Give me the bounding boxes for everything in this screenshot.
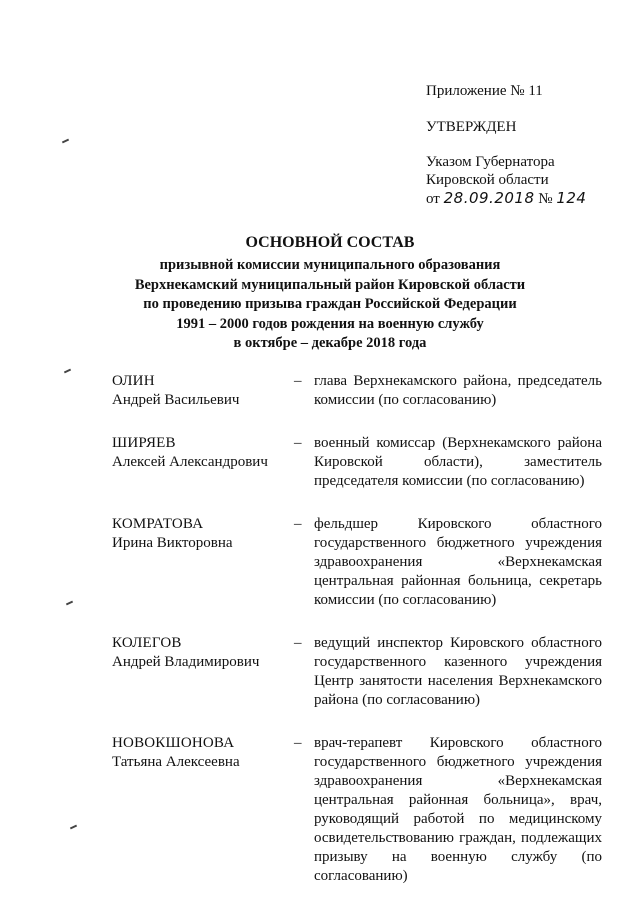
scan-mark bbox=[62, 139, 69, 144]
member-surname: КОЛЕГОВ bbox=[112, 635, 182, 651]
decree-date-line bbox=[426, 189, 626, 208]
date-prefix: от bbox=[426, 191, 440, 207]
member-surname: НОВОКШОНОВА bbox=[112, 735, 235, 751]
member-name bbox=[112, 634, 290, 710]
member-dash: – bbox=[294, 735, 302, 751]
member-role: глава Верхнекамского района, председатель комиссии (по согласованию) bbox=[314, 373, 602, 408]
member-given-names: Андрей Владимирович bbox=[112, 654, 260, 670]
member-name bbox=[112, 734, 290, 886]
members-list bbox=[112, 372, 602, 910]
member-entry bbox=[112, 515, 602, 610]
member-name bbox=[112, 515, 290, 610]
member-surname: ШИРЯЕВ bbox=[112, 435, 176, 451]
member-dash: – bbox=[294, 435, 302, 451]
approval-block bbox=[426, 82, 626, 208]
member-dash: – bbox=[294, 635, 302, 651]
member-entry bbox=[112, 434, 602, 491]
handwritten-date: 28.09.2018 bbox=[443, 189, 535, 207]
handwritten-number: 124 bbox=[556, 189, 587, 207]
member-surname: ОЛИН bbox=[112, 373, 155, 389]
scan-mark bbox=[70, 825, 77, 830]
member-given-names: Татьяна Алексеевна bbox=[112, 754, 240, 770]
title-line: Верхнекамский муниципальный район Кировской области bbox=[134, 276, 526, 293]
number-prefix: № bbox=[538, 191, 553, 207]
appendix-label: Приложение № 11 bbox=[426, 83, 543, 99]
title-line: призывной комиссии муниципального образования bbox=[159, 257, 501, 273]
member-given-names: Ирина Викторовна bbox=[112, 535, 233, 551]
approved-label: УТВЕРЖДЕН bbox=[426, 119, 517, 135]
member-role: фельдшер Кировского областного государственного бюджетного учреждения здравоохранения «Верхнекамская центральная районная больница, секретарь комиссии (по согласованию) bbox=[314, 516, 602, 608]
member-surname: КОМРАТОВА bbox=[112, 516, 204, 532]
member-name bbox=[112, 372, 290, 410]
title-line: 1991 – 2000 годов рождения на военную службу bbox=[176, 315, 484, 332]
document-title bbox=[130, 233, 530, 354]
member-given-names: Андрей Васильевич bbox=[112, 392, 240, 408]
member-given-names: Алексей Александрович bbox=[112, 454, 268, 470]
member-entry bbox=[112, 734, 602, 886]
scan-mark bbox=[64, 369, 71, 374]
approved-by-line2: Кировской области bbox=[426, 172, 549, 188]
member-role: ведущий инспектор Кировского областного государственного казенного учреждения Центр занятости населения Верхнекамского района (по согласованию) bbox=[314, 635, 602, 708]
member-name bbox=[112, 434, 290, 491]
title-line: по проведению призыва граждан Российской Федерации bbox=[143, 296, 517, 312]
member-role: военный комиссар (Верхнекамского района Кировской области), заместитель председателя комиссии (по согласованию) bbox=[314, 435, 602, 489]
scan-mark bbox=[66, 601, 73, 606]
member-entry bbox=[112, 372, 602, 410]
approved-by-line1: Указом Губернатора bbox=[426, 154, 555, 170]
title-line: в октябре – декабре 2018 года bbox=[233, 335, 427, 351]
member-entry bbox=[112, 634, 602, 710]
member-dash: – bbox=[294, 516, 302, 532]
member-role: врач-терапевт Кировского областного государственного бюджетного учреждения здравоохранения «Верхнекамская центральная районная больница», врач, руководящий работой по медицинскому освидетельствованию граждан, подлежащих призыву на военную службу (по согласованию) bbox=[314, 735, 602, 884]
member-dash: – bbox=[294, 373, 302, 389]
title-main: ОСНОВНОЙ СОСТАВ bbox=[245, 234, 415, 251]
